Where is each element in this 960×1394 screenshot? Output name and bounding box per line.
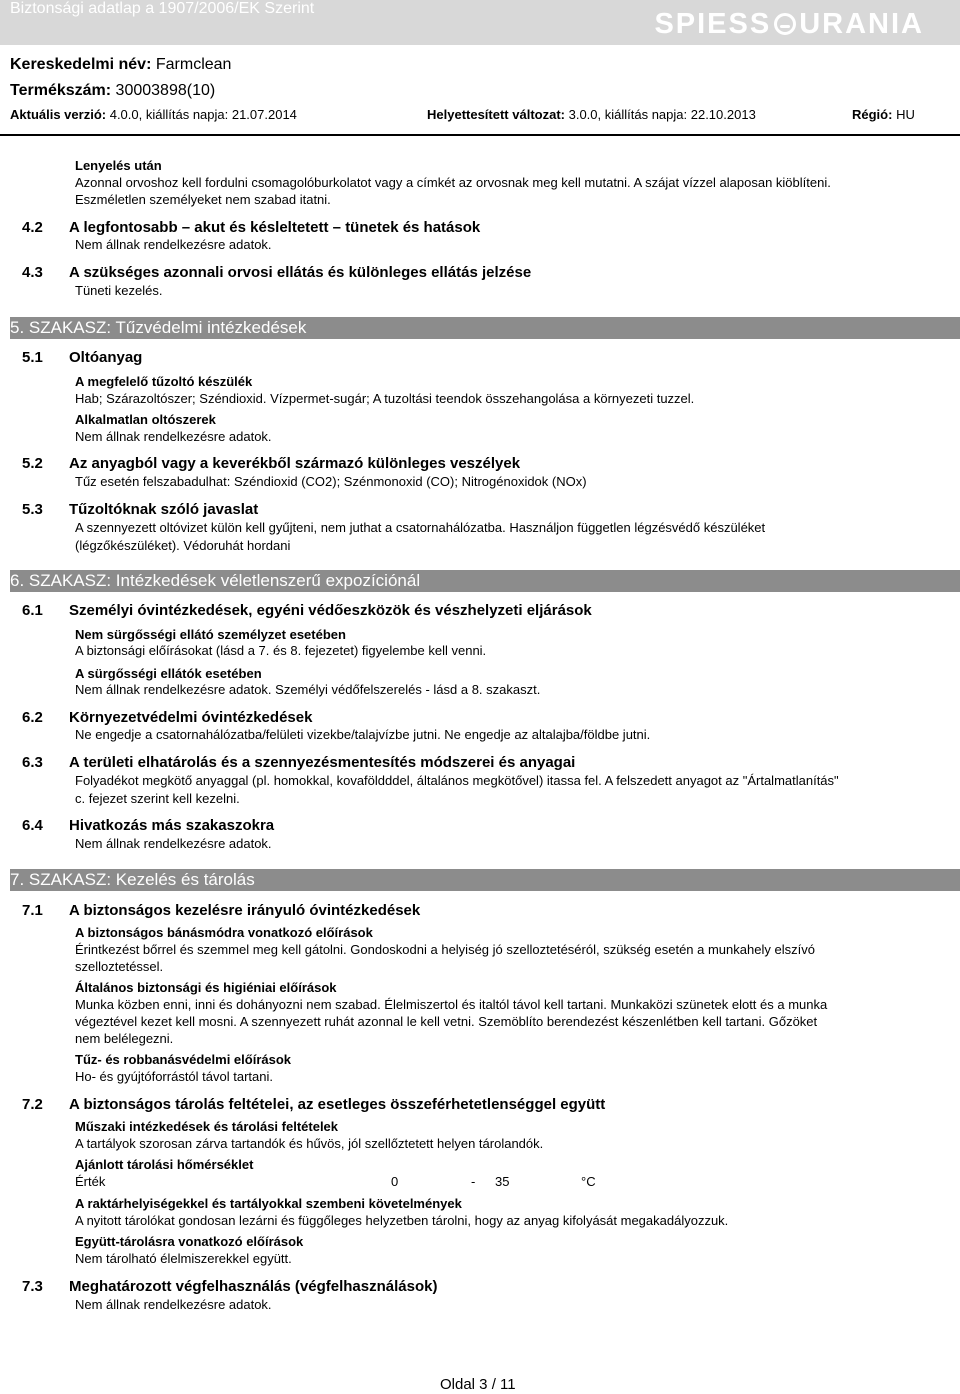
text-4-2: Nem állnak rendelkezésre adatok. [75, 237, 272, 252]
non-emergency-text: A biztonsági előírásokat (lásd a 7. és 8. fejezetet) figyelembe kell venni. [75, 643, 487, 658]
section-7-title: 7. SZAKASZ: Kezelés és tárolás [10, 870, 255, 889]
temperature-dash: - [471, 1174, 476, 1189]
heading-4-3: A szükséges azonnali orvosi ellátás és különleges ellátás jelzése [69, 264, 532, 281]
suitable-extinguisher-label: A megfelelő tűzoltó készülék [75, 374, 253, 389]
storage-room-text: A nyitott tárolókat gondosan lezárni és függőleges helyzetben tárolni, hogy az anyag kifolyását megakadályozzuk. [75, 1213, 729, 1228]
co-storage-label: Együtt-tárolásra vonatkozó előírások [75, 1234, 304, 1249]
product-number-line [10, 82, 215, 100]
header-bar [0, 0, 960, 45]
heading-5-1: Oltóanyag [69, 349, 143, 366]
text-5-2: Tűz esetén felszabadulhat: Széndioxid (CO2); Szénmonoxid (CO); Nitrogénoxidok (NOx) [75, 474, 587, 489]
hygiene-text-1: Munka közben enni, inni és dohányozni nem szabad. Élelmiszertol és italtól távol kell tartani. Munkaközi szünetek elott és a munka [75, 997, 828, 1012]
temperature-unit: °C [581, 1174, 596, 1189]
non-emergency-label: Nem sürgősségi ellátó személyzet esetében [75, 627, 346, 642]
hygiene-text-2: végeztével kezet kell mosni. A szennyezett ruhát azonnal le kell vetni. Szemöblíto berendezést készenlétben kell tartani. Gőzöket [75, 1014, 818, 1029]
co-storage-text: Nem tárolható élelmiszerekkel együtt. [75, 1251, 292, 1266]
heading-4-2: A legfontosabb – akut és késleltetett – tünetek és hatások [69, 219, 481, 236]
safe-handling-label: A biztonságos bánásmódra vonatkozó előírások [75, 925, 373, 940]
technical-measures-label: Műszaki intézkedések és tárolási feltételek [75, 1119, 339, 1134]
trade-name-value: Farmclean [155, 56, 232, 73]
technical-measures-text: A tartályok szorosan zárva tartandók és hűvös, jól szellőztetett helyen tárolandók. [75, 1136, 544, 1151]
section-number-4-3: 4.3 [22, 264, 43, 281]
logo-ring-icon [774, 13, 796, 35]
text-6-4: Nem állnak rendelkezésre adatok. [75, 836, 272, 851]
hygiene-text-3: nem belélegezni. [75, 1031, 174, 1046]
section-6-title: 6. SZAKASZ: Intézkedések véletlenszerű expozíciónál [10, 571, 421, 590]
heading-5-2: Az anyagból vagy a keverékből származó különleges veszélyek [69, 455, 521, 472]
suitable-extinguisher-text: Hab; Szárazoltószer; Széndioxid. Vízpermet-sugár; A tuzoltási teendok összehangolása a környezeti tuzzel. [75, 391, 695, 406]
temperature-min: 0 [391, 1174, 399, 1189]
heading-5-3: Tűzoltóknak szóló javaslat [69, 501, 259, 518]
storage-room-label: A raktárhelyiségekkel és tartályokkal szembeni követelmények [75, 1196, 462, 1211]
section-number-5-1: 5.1 [22, 349, 43, 366]
region: Régió: HU [852, 107, 915, 122]
emergency-label: A sürgősségi ellátók esetében [75, 666, 262, 681]
unsuitable-extinguisher-label: Alkalmatlan oltószerek [75, 412, 216, 427]
section-6-band [10, 570, 960, 592]
section-number-6-2: 6.2 [22, 709, 43, 726]
fire-explosion-text: Ho- és gyújtóforrástól távol tartani. [75, 1069, 273, 1084]
unsuitable-extinguisher-text: Nem állnak rendelkezésre adatok. [75, 429, 272, 444]
product-number-value: 30003898(10) [115, 82, 216, 99]
heading-7-2: A biztonságos tárolás feltételei, az esetleges összeférhetetlenséggel együtt [69, 1096, 606, 1113]
safe-handling-text-1: Érintkezést bőrrel és szemmel meg kell gátolni. Gondoskodni a helyiség jó szelloztetéséról, szükség esetén a munkahely elszívó [75, 942, 815, 957]
section-number-6-3: 6.3 [22, 754, 43, 771]
logo-text-right: URANIA [799, 8, 924, 40]
product-number-label: Termékszám: [10, 82, 112, 99]
text-5-3-line-2: (légzőkészüléket). Védoruhát hordani [75, 538, 291, 553]
section-number-6-1: 6.1 [22, 602, 43, 619]
storage-temperature-label: Ajánlott tárolási hőmérséklet [75, 1157, 254, 1172]
heading-7-3: Meghatározott végfelhasználás (végfelhasználások) [69, 1278, 438, 1295]
swallow-text-2: Eszméletlen személyeket nem szabad itatni. [75, 192, 331, 207]
page-number: Oldal 3 / 11 [440, 1376, 516, 1393]
text-6-3-line-1: Folyadékot megkötő anyaggal (pl. homokkal, kovaföldddel, általános megkötővel) itassa fel. A felszedett anyagot az "Ártalmatlanítás" [75, 773, 839, 788]
section-number-4-2: 4.2 [22, 219, 43, 236]
document-title: Biztonsági adatlap a 1907/2006/EK Szerint [10, 0, 315, 17]
swallow-label: Lenyelés után [75, 158, 162, 173]
trade-name-line [10, 56, 231, 74]
fire-explosion-label: Tűz- és robbanásvédelmi előírások [75, 1052, 292, 1067]
header-rule [0, 134, 960, 136]
section-5-band [10, 317, 960, 339]
heading-6-2: Környezetvédelmi óvintézkedések [69, 709, 313, 726]
emergency-text: Nem állnak rendelkezésre adatok. Személyi védőfelszerelés - lásd a 8. szakaszt. [75, 682, 541, 697]
temperature-max: 35 [495, 1174, 510, 1189]
heading-6-1: Személyi óvintézkedések, egyéni védőeszközök és vészhelyzeti eljárások [69, 602, 592, 619]
heading-7-1: A biztonságos kezelésre irányuló óvintézkedések [69, 902, 421, 919]
section-number-5-3: 5.3 [22, 501, 43, 518]
section-number-7-3: 7.3 [22, 1278, 43, 1295]
temperature-key: Érték [75, 1174, 106, 1189]
heading-6-4: Hivatkozás más szakaszokra [69, 817, 275, 834]
heading-6-3: A területi elhatárolás és a szennyezésmentesítés módszerei és anyagai [69, 754, 576, 771]
text-7-3: Nem állnak rendelkezésre adatok. [75, 1297, 272, 1312]
section-number-7-1: 7.1 [22, 902, 43, 919]
text-5-3-line-1: A szennyezett oltóvizet külön kell gyűjteni, nem juthat a csatornahálózatba. Használjon független légzésvédő készüléket [75, 520, 766, 535]
swallow-text-1: Azonnal orvoshoz kell fordulni csomagolóburkolatot vagy a címkét az orvosnak meg kell mutatni. A szájat vízzel alaposan kiöblíteni. [75, 175, 831, 190]
section-number-5-2: 5.2 [22, 455, 43, 472]
logo-text-left: SPIESS [654, 8, 772, 40]
hygiene-label: Általános biztonsági és higiéniai előírások [75, 980, 337, 995]
text-6-2: Ne engedje a csatornahálózatba/felületi vizekbe/talajvízbe jutni. Ne engedje az altalajba/földbe jutni. [75, 727, 651, 742]
replaced-version: Helyettesített változat: 3.0.0, kiállítás napja: 22.10.2013 [427, 107, 756, 122]
section-5-title: 5. SZAKASZ: Tűzvédelmi intézkedések [10, 318, 307, 337]
safe-handling-text-2: szelloztetéssel. [75, 959, 164, 974]
text-4-3: Tüneti kezelés. [75, 283, 163, 298]
spiess-urania-logo [654, 10, 924, 38]
text-6-3-line-2: c. fejezet szerint kell kezelni. [75, 791, 240, 806]
section-7-band [10, 869, 960, 891]
trade-name-label: Kereskedelmi név: [10, 56, 152, 73]
section-number-6-4: 6.4 [22, 817, 43, 834]
section-number-7-2: 7.2 [22, 1096, 43, 1113]
current-version: Aktuális verzió: 4.0.0, kiállítás napja: 21.07.2014 [10, 107, 297, 122]
